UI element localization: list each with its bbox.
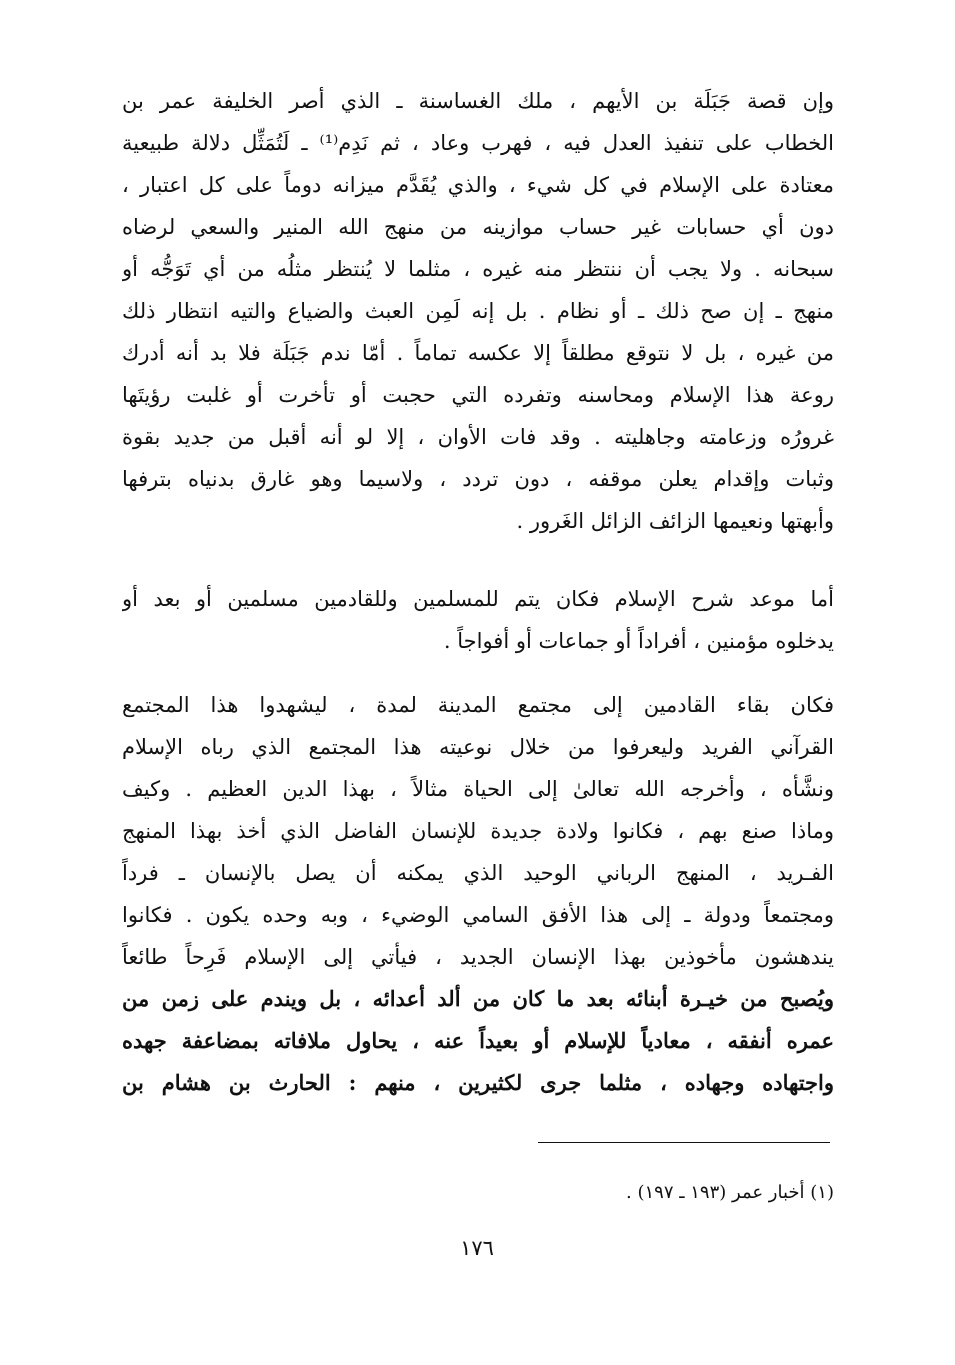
text-line: القرآني الفريد وليعرفوا من خلال نوعيته هذا المجتمع الذي رباه الإسلام — [122, 735, 834, 759]
paragraph-medina-society — [122, 684, 834, 1104]
text-line: الفـريد ، المنهج الرباني الوحيد الذي يمكنه أن يصل بالإنسان ـ فرداً — [122, 861, 834, 885]
bold-text-line: عمره أنفقه ، معادياً للإسلام أو بعيداً عنه ، يحاول ملافاته بمضاعفة جهده — [122, 1028, 834, 1053]
text-line: يندهشون مأخوذين بهذا الإنسان الجديد ، فيأتي إلى الإسلام فَرِحاً طائعاً — [122, 945, 834, 969]
paragraph-jabala-story — [122, 80, 834, 542]
text-line: سبحانه . ولا يجب أن ننتظر منه غيره ، مثلما لا يُنتظر مثلُه من أي تَوَجُّه أو — [122, 257, 834, 281]
text-line: ومجتمعاً ودولة ـ إلى هذا الأفق السامي الوضيء ، وبه وحده يكون . فكانوا — [122, 903, 834, 927]
text-line: الخطاب على تنفيذ العدل فيه ، فهرب وعاد ، ثم نَدِم⁽¹⁾ ـ لَتُمَثِّل دلالة طبيعية — [122, 131, 834, 155]
text-line: فكان بقاء القادمين إلى مجتمع المدينة لمدة ، ليشهدوا هذا المجتمع — [122, 693, 834, 717]
text-line: من غيره ، بل لا نتوقع مطلقاً إلا عكسه تماماً . أمّا ندم جَبَلَة فلا بد أنه أدرك — [122, 341, 834, 365]
text-line: يدخلوه مؤمنين ، أفراداً أو جماعات أو أفواجاً . — [443, 629, 834, 653]
text-line: أما موعد شرح الإسلام فكان يتم للمسلمين وللقادمين مسلمين أو بعد أو — [122, 587, 834, 611]
text-line: ونشَّأه ، وأخرجه الله تعالىٰ إلى الحياة مثالاً ، بهذا الدين العظيم . وكيف — [122, 777, 834, 801]
text-line: منهج ـ إن صح ذلك ـ أو نظام . بل إنه لَمِن العبث والضياع والتيه انتظار ذلك — [122, 299, 834, 323]
bold-text-line: ويُصبح من خيـرة أبنائه بعد ما كان من ألد أعدائه ، بل ويندم على زمن من — [122, 986, 834, 1011]
text-line: وأبهتها ونعيمها الزائف الزائل الغَرور . — [516, 509, 834, 533]
text-line: روعة هذا الإسلام ومحاسنه وتفرده التي حجبت أو تأخرت أو غلبت رؤيتَها — [122, 383, 834, 407]
page-number: ١٧٦ — [460, 1236, 494, 1260]
bold-text-line: واجتهاده وجهاده ، مثلما جرى لكثيرين ، منهم : الحارث بن هشام بن — [122, 1070, 834, 1095]
text-line: معتادة على الإسلام في كل شيء ، والذي يُقَدَّم ميزانه دوماً على كل اعتبار ، — [122, 173, 834, 197]
text-line: وإن قصة جَبَلَة بن الأيهم ، ملك الغساسنة ـ الذي أصر الخليفة عمر بن — [122, 89, 834, 113]
text-line: وماذا صنع بهم ، فكانوا ولادة جديدة للإنسان الفاضل الذي أخذ بهذا المنهج — [122, 819, 834, 843]
text-line: دون أي حسابات غير حساب موازينه من منهج الله المنير والسعي لرضاه — [122, 215, 834, 239]
text-line: وثبات وإقدام يعلن موقفه ، دون تردد ، ولاسيما وهو غارق بدنياه بترفها — [122, 467, 834, 491]
footnote-separator — [538, 1142, 830, 1143]
paragraph-islam-explanation — [122, 578, 834, 662]
text-line: غرورُه وزعامته وجاهليته . وقد فات الأوان ، إلا لو أنه أقبل من جديد بقوة — [122, 425, 834, 449]
footnote: (١) أخبار عمر (١٩٣ ـ ١٩٧) . — [626, 1182, 834, 1203]
